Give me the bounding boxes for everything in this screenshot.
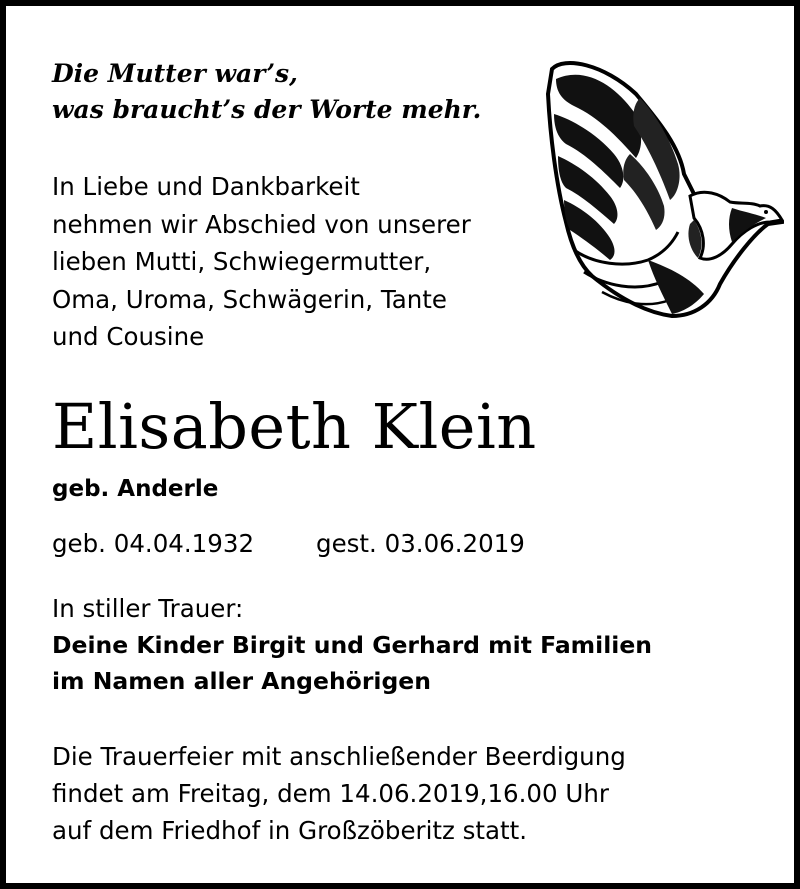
funeral-line-2: findet am Freitag, dem 14.06.2019,16.00 Uhr [52, 779, 609, 808]
intro-line-4: Oma, Uroma, Schwägerin, Tante [52, 284, 447, 314]
funeral-line-3: auf dem Friedhof in Großzöberitz statt. [52, 816, 528, 845]
funeral-details [52, 738, 626, 849]
life-dates [52, 526, 525, 562]
intro-text [52, 168, 471, 356]
death-date: gest. 03.06.2019 [316, 529, 525, 558]
mourning-label: In stiller Trauer: [52, 594, 244, 623]
intro-line-2: nehmen wir Abschied von unserer [52, 209, 471, 239]
intro-line-1: In Liebe und Dankbarkeit [52, 172, 360, 201]
funeral-line-1: Die Trauerfeier mit anschließender Beerdigung [52, 742, 626, 771]
motto-line-2: was braucht’s der Worte mehr. [52, 95, 482, 124]
motto [52, 56, 481, 128]
intro-line-5: und Cousine [52, 322, 205, 351]
praying-hands-with-dove-icon [544, 54, 784, 319]
intro-line-3: lieben Mutti, Schwiegermutter, [52, 247, 432, 276]
mourners-line-2: im Namen aller Angehörigen [52, 667, 431, 695]
motto-line-1: Die Mutter war’s, [52, 59, 298, 88]
mourners-list [52, 627, 652, 699]
mourners-line-1: Deine Kinder Birgit und Gerhard mit Familien [52, 631, 652, 659]
maiden-name: geb. Anderle [52, 476, 219, 502]
deceased-name: Elisabeth Klein [52, 390, 537, 463]
birth-date: geb. 04.04.1932 [52, 529, 255, 558]
